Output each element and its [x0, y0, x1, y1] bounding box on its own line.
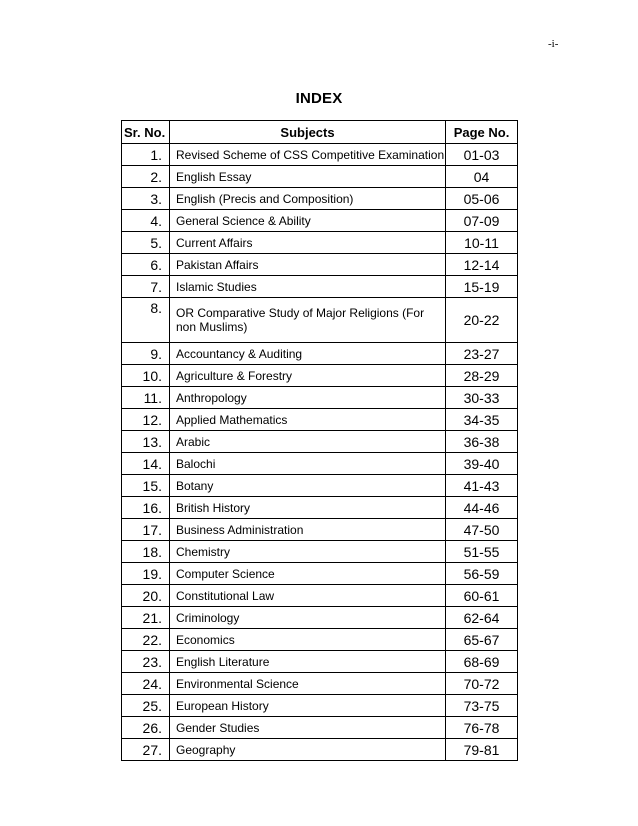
- header-subjects: Subjects: [170, 121, 446, 144]
- sr-no-cell: 23.: [122, 651, 170, 673]
- table-row: [122, 629, 518, 651]
- subject-cell: English Essay: [170, 166, 446, 188]
- table-row: [122, 365, 518, 387]
- table-row: [122, 607, 518, 629]
- sr-no-cell: 18.: [122, 541, 170, 563]
- subject-cell: Geography: [170, 739, 446, 761]
- page-no-cell: 01-03: [446, 144, 518, 166]
- sr-no-cell: 7.: [122, 276, 170, 298]
- subject-cell: Revised Scheme of CSS Competitive Examination: [170, 144, 446, 166]
- table-row: [122, 188, 518, 210]
- table-row: [122, 144, 518, 166]
- page-no-cell: 79-81: [446, 739, 518, 761]
- table-row: [122, 453, 518, 475]
- sr-no-cell: 17.: [122, 519, 170, 541]
- subject-cell: European History: [170, 695, 446, 717]
- page-no-cell: 23-27: [446, 343, 518, 365]
- subject-cell: General Science & Ability: [170, 210, 446, 232]
- subject-cell: Pakistan Affairs: [170, 254, 446, 276]
- table-row: [122, 298, 518, 343]
- table-row: [122, 343, 518, 365]
- subject-cell: Environmental Science: [170, 673, 446, 695]
- table-row: [122, 497, 518, 519]
- subject-cell: British History: [170, 497, 446, 519]
- table-row: [122, 409, 518, 431]
- table-row: [122, 210, 518, 232]
- page-no-cell: 15-19: [446, 276, 518, 298]
- index-table: [121, 120, 518, 761]
- subject-cell: Chemistry: [170, 541, 446, 563]
- page-title: INDEX: [295, 90, 343, 107]
- sr-no-cell: 10.: [122, 365, 170, 387]
- sr-no-cell: 21.: [122, 607, 170, 629]
- sr-no-cell: 9.: [122, 343, 170, 365]
- subject-cell: Business Administration: [170, 519, 446, 541]
- table-row: [122, 673, 518, 695]
- table-row: [122, 276, 518, 298]
- sr-no-cell: 4.: [122, 210, 170, 232]
- sr-no-cell: 14.: [122, 453, 170, 475]
- subject-cell: Economics: [170, 629, 446, 651]
- page-no-cell: 51-55: [446, 541, 518, 563]
- subject-cell: OR Comparative Study of Major Religions (For non Muslims): [170, 298, 446, 343]
- page-no-cell: 28-29: [446, 365, 518, 387]
- table-row: [122, 739, 518, 761]
- subject-cell: Agriculture & Forestry: [170, 365, 446, 387]
- page-no-cell: 60-61: [446, 585, 518, 607]
- subject-cell: Gender Studies: [170, 717, 446, 739]
- sr-no-cell: 12.: [122, 409, 170, 431]
- page-number: -i-: [548, 38, 559, 50]
- table-row: [122, 695, 518, 717]
- table-row: [122, 651, 518, 673]
- subject-cell: Botany: [170, 475, 446, 497]
- subject-cell: Computer Science: [170, 563, 446, 585]
- page-no-cell: 70-72: [446, 673, 518, 695]
- page-no-cell: 62-64: [446, 607, 518, 629]
- sr-no-cell: 15.: [122, 475, 170, 497]
- page-no-cell: 68-69: [446, 651, 518, 673]
- page-no-cell: 56-59: [446, 563, 518, 585]
- sr-no-cell: 27.: [122, 739, 170, 761]
- page-no-cell: 76-78: [446, 717, 518, 739]
- table-header: [122, 121, 518, 144]
- sr-no-cell: 22.: [122, 629, 170, 651]
- sr-no-cell: 24.: [122, 673, 170, 695]
- table-row: [122, 166, 518, 188]
- table-row: [122, 585, 518, 607]
- table-row: [122, 519, 518, 541]
- page-no-cell: 36-38: [446, 431, 518, 453]
- sr-no-cell: 13.: [122, 431, 170, 453]
- table-row: [122, 563, 518, 585]
- page-no-cell: 30-33: [446, 387, 518, 409]
- header-page-no: Page No.: [446, 121, 518, 144]
- table-row: [122, 232, 518, 254]
- subject-cell: Applied Mathematics: [170, 409, 446, 431]
- subject-cell: Criminology: [170, 607, 446, 629]
- subject-cell: Arabic: [170, 431, 446, 453]
- table-body: [122, 144, 518, 761]
- sr-no-cell: 11.: [122, 387, 170, 409]
- subject-cell: Constitutional Law: [170, 585, 446, 607]
- sr-no-cell: 16.: [122, 497, 170, 519]
- page-no-cell: 39-40: [446, 453, 518, 475]
- table-row: [122, 717, 518, 739]
- table-row: [122, 475, 518, 497]
- page-no-cell: 41-43: [446, 475, 518, 497]
- page-no-cell: 34-35: [446, 409, 518, 431]
- sr-no-cell: 1.: [122, 144, 170, 166]
- page-no-cell: 47-50: [446, 519, 518, 541]
- sr-no-cell: 26.: [122, 717, 170, 739]
- page-no-cell: 44-46: [446, 497, 518, 519]
- sr-no-cell: 6.: [122, 254, 170, 276]
- subject-cell: Balochi: [170, 453, 446, 475]
- sr-no-cell: 25.: [122, 695, 170, 717]
- page-no-cell: 07-09: [446, 210, 518, 232]
- page-no-cell: 05-06: [446, 188, 518, 210]
- header-row: [122, 121, 518, 144]
- sr-no-cell: 19.: [122, 563, 170, 585]
- table-row: [122, 541, 518, 563]
- page-no-cell: 65-67: [446, 629, 518, 651]
- sr-no-cell: 8.: [122, 298, 170, 343]
- page-no-cell: 73-75: [446, 695, 518, 717]
- subject-cell: Current Affairs: [170, 232, 446, 254]
- table-row: [122, 254, 518, 276]
- sr-no-cell: 5.: [122, 232, 170, 254]
- subject-cell: English (Precis and Composition): [170, 188, 446, 210]
- sr-no-cell: 3.: [122, 188, 170, 210]
- subject-cell: English Literature: [170, 651, 446, 673]
- page-no-cell: 10-11: [446, 232, 518, 254]
- page-no-cell: 20-22: [446, 298, 518, 343]
- subject-cell: Anthropology: [170, 387, 446, 409]
- page-no-cell: 12-14: [446, 254, 518, 276]
- subject-cell: Islamic Studies: [170, 276, 446, 298]
- subject-cell: Accountancy & Auditing: [170, 343, 446, 365]
- table-row: [122, 431, 518, 453]
- sr-no-cell: 2.: [122, 166, 170, 188]
- sr-no-cell: 20.: [122, 585, 170, 607]
- page-no-cell: 04: [446, 166, 518, 188]
- table-row: [122, 387, 518, 409]
- header-sr-no: Sr. No.: [122, 121, 170, 144]
